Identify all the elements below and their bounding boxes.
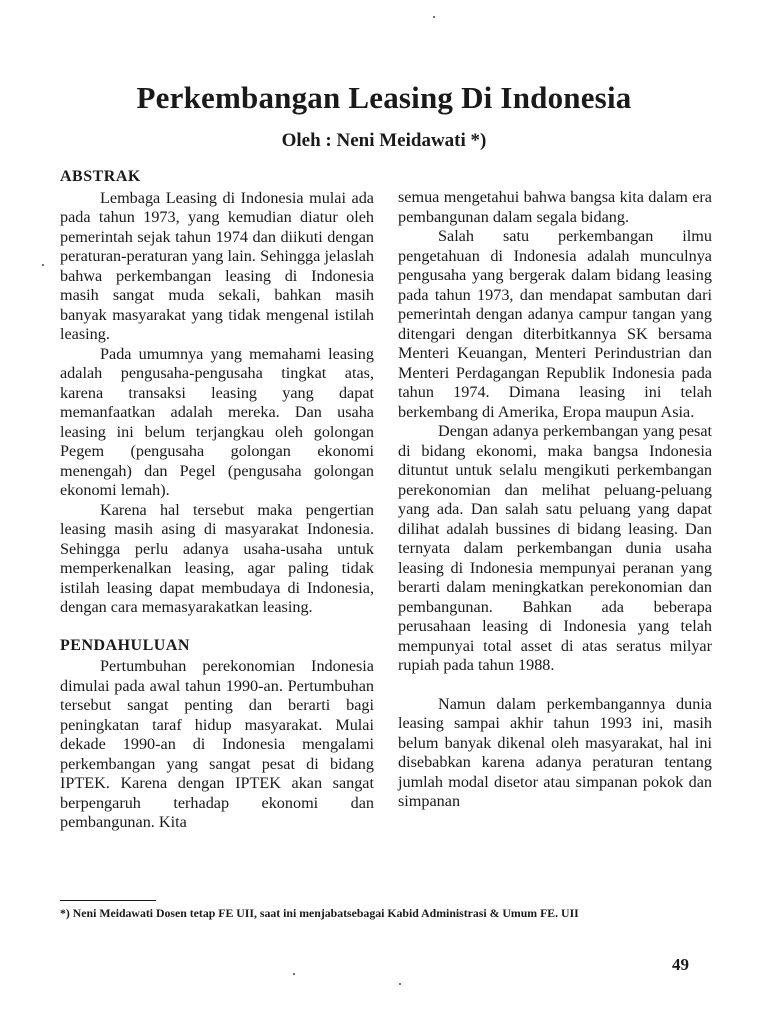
- scan-speck: [42, 264, 44, 266]
- scan-speck: [433, 16, 435, 18]
- article-title: Perkembangan Leasing Di Indonesia: [136, 80, 632, 115]
- abstract-paragraph: Lembaga Leasing di Indonesia mulai ada pada tahun 1973, yang kemudian diatur oleh pemerintah sejak tahun 1974 dan diikuti dengan peraturan-peraturan yang lain. Sehingga jelaslah bahwa perkembangan leasing di Indonesia masih sangat muda sekali, bahkan masih banyak masyarakat yang tidak mengenal istilah leasing.: [60, 188, 374, 343]
- scan-speck: [399, 983, 401, 985]
- body-paragraph: Salah satu perkembangan ilmu pengetahuan di Indonesia adalah munculnya pengusaha yang bergerak dalam bidang leasing pada tahun 1973, dan mendapat sambutan dari pemerintah dengan adanya campur tangan yang ditengari dengan diterbitkannya SK bersama Menteri Keuangan, Menteri Perindustrian dan Menteri Perdagangan Republik Indonesia pada tahun 1974. Dimana leasing ini telah berkembang di Amerika, Eropa maupun Asia.: [398, 227, 712, 421]
- body-paragraph: semua mengetahui bahwa bangsa kita dalam era pembangunan dalam segala bidang.: [398, 188, 712, 226]
- page-number: 49: [672, 955, 689, 974]
- abstract-paragraph: Pada umumnya yang memahami leasing adalah pengusaha-pengusaha tingkat atas, karena transaksi leasing yang dapat memanfaatkan adalah mereka. Dan usaha leasing ini belum terjangkau oleh golongan Pegem (pengusaha golongan ekonomi menengah) dan Pegel (pengusaha golongan ekonomi lemah).: [60, 344, 374, 499]
- body-paragraph: Namun dalam perkembangannya dunia leasing sampai akhir tahun 1993 ini, masih belum banyak dikenal oleh masyarakat, hal ini disebabkan karena adanya peraturan tentang jumlah modal disetor atau simpanan pokok dan simpanan: [398, 694, 712, 810]
- article-author: Oleh : Neni Meidawati *): [281, 130, 487, 151]
- body-paragraph: Dengan adanya perkembangan yang pesat di bidang ekonomi, maka bangsa Indonesia dituntut untuk selalu mengikuti perkembangan perekonomian dan melihat peluang-peluang yang ada. Dan salah satu peluang yang dapat dilihat adalah bussines di bidang leasing. Dan ternyata dalam perkembangan dunia usaha leasing di Indonesia mempunyai peranan yang berarti dalam meningkatkan perekonomian dan pembangunan. Bahkan ada beberapa perusahaan leasing di Indonesia yang telah mempunyai total asset di atas seratus milyar rupiah pada tahun 1988.: [398, 422, 712, 674]
- footnote-divider: [60, 900, 156, 901]
- footnote: *) Neni Meidawati Dosen tetap FE UII, saat ini menjabatsebagai Kabid Administrasi & Umum FE. UII: [60, 906, 579, 920]
- left-column: [60, 167, 374, 833]
- introduction-heading: PENDAHULUAN: [60, 636, 190, 654]
- scan-speck: [293, 973, 295, 975]
- introduction-paragraph: Pertumbuhan perekonomian Indonesia dimulai pada awal tahun 1990-an. Pertumbuhan tersebut sangat penting dan berarti bagi peningkatan taraf hidup masyarakat. Mulai dekade 1990-an di Indonesia mengalami perkembangan yang sangat pesat di bidang IPTEK. Karena dengan IPTEK akan sangat berpengaruh terhadap ekonomi dan pembangunan. Kita: [60, 657, 374, 831]
- abstract-paragraph: Karena hal tersebut maka pengertian leasing masih asing di masyarakat Indonesia. Sehingga perlu adanya usaha-usaha untuk memperkenalkan leasing, agar paling tidak istilah leasing dapat membudaya di Indonesia, dengan cara memasyarakatkan leasing.: [60, 500, 374, 616]
- abstract-heading: ABSTRAK: [60, 168, 141, 185]
- right-column: [398, 188, 712, 812]
